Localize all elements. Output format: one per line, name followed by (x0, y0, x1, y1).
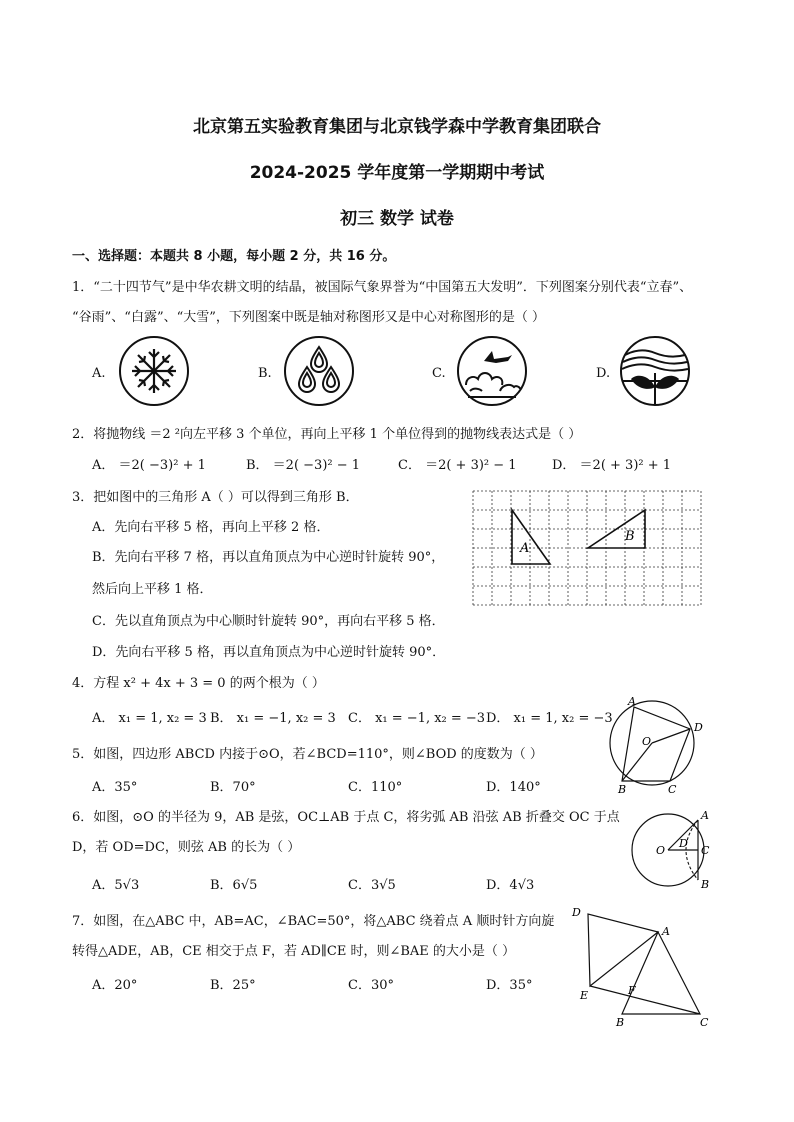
svg-text:O: O (642, 735, 652, 748)
snowflake-icon (118, 335, 190, 407)
q7-option-b: B．25° (210, 978, 256, 993)
sprout-waves-icon (619, 335, 691, 407)
exam-title-line2: 2024-2025 学年度第一学期期中考试 (249, 163, 545, 183)
svg-text:E: E (580, 989, 589, 1002)
q1-stem-line1: 1．“二十四节气”是中华农耕文明的结晶，被国际气象界誉为“中国第五大发明”．下列图案分别代表“立春”、 (72, 280, 693, 295)
q5-option-a: A．35° (92, 780, 138, 795)
q6-circle-figure (628, 808, 718, 892)
q6-option-a: A．5√3 (92, 878, 140, 893)
q4-option-b: B． x₁ = −1, x₂ = 3 (210, 711, 336, 726)
svg-text:A: A (662, 925, 670, 938)
q6-stem-line2: D，若 OD=DC，则弦 AB 的长为（ ） (72, 840, 301, 855)
q5-option-c: C．110° (348, 780, 403, 795)
svg-text:C: C (701, 844, 710, 857)
svg-text:D: D (572, 906, 581, 919)
svg-text:D: D (694, 721, 703, 734)
q6-option-b: B．6√5 (210, 878, 258, 893)
q1-option-b-label: B. (258, 366, 272, 381)
q2-option-c: C． ＝2( + 3)² − 1 (398, 458, 517, 473)
triangle-a (512, 510, 550, 564)
q3-stem: 3．把如图中的三角形 A（ ）可以得到三角形 B． (72, 490, 359, 505)
q5-circle-figure (604, 695, 714, 795)
q3-option-b-line2: 然后向上平移 1 格． (92, 582, 213, 597)
q1-option-c-label: C. (432, 366, 446, 381)
q7-stem-line2: 转得△ADE，AB，CE 相交于点 F，若 AD∥CE 时，则∠BAE 的大小是（ ） (72, 944, 516, 959)
q1-option-a-label: A. (92, 366, 106, 381)
q2-option-d: D． ＝2( + 3)² + 1 (552, 458, 672, 473)
q6-option-c: C．3√5 (348, 878, 396, 893)
q4-option-d: D． x₁ = 1, x₂ = −3 (486, 711, 613, 726)
q3-option-a: A．先向右平移 5 格，再向上平移 2 格． (92, 520, 330, 535)
q4-option-c: C． x₁ = −1, x₂ = −3 (348, 711, 486, 726)
svg-text:B: B (618, 783, 627, 796)
water-drops-icon (283, 335, 355, 407)
q3-grid-figure (472, 490, 716, 602)
q3-option-b-line1: B．先向右平移 7 格，再以直角顶点为中心逆时针旋转 90°， (92, 550, 445, 565)
q2-option-b: B． ＝2( −3)² − 1 (246, 458, 361, 473)
q5-option-b: B．70° (210, 780, 256, 795)
q4-option-a: A． x₁ = 1, x₂ = 3 (92, 711, 207, 726)
q7-option-a: A．20° (92, 978, 138, 993)
q2-option-a: A． ＝2( −3)² + 1 (92, 458, 206, 473)
q3-option-c: C．先以直角顶点为中心顺时针旋转 90°，再向右平移 5 格． (92, 614, 445, 629)
svg-text:F: F (628, 984, 636, 997)
q6-option-d: D．4√3 (486, 878, 535, 893)
q7-stem-line1: 7．如图，在△ABC 中，AB=AC，∠BAC=50°，将△ABC 绕着点 A 顺时针方向旋 (72, 914, 555, 929)
exam-title-line1: 北京第五实验教育集团与北京钱学森中学教育集团联合 (193, 117, 601, 137)
q4-stem: 4．方程 x² + 4x + 3 = 0 的两个根为（ ） (72, 676, 325, 691)
svg-text:C: C (700, 1016, 709, 1029)
q6-stem-line1: 6．如图，⊙O 的半径为 9，AB 是弦，OC⊥AB 于点 C，将劣弧 AB 沿弦 AB 折叠交 OC 于点 (72, 810, 620, 825)
q5-option-d: D．140° (486, 780, 541, 795)
q2-stem: 2．将抛物线 ＝2 ²向左平移 3 个单位，再向上平移 1 个单位得到的抛物线表达式是（ ） (72, 427, 582, 442)
section-heading: 一、选择题：本题共 8 小题，每小题 2 分，共 16 分。 (72, 249, 396, 264)
svg-text:A: A (701, 809, 709, 822)
q7-option-d: D．35° (486, 978, 533, 993)
bird-clouds-icon (456, 335, 528, 407)
svg-text:B: B (616, 1016, 625, 1029)
q1-option-d-label: D. (596, 366, 611, 381)
svg-text:C: C (668, 783, 677, 796)
svg-text:A: A (628, 695, 636, 708)
q1-stem-line2: “谷雨”、“白露”、“大雪”，下列图案中既是轴对称图形又是中心对称图形的是（ ） (72, 310, 546, 325)
svg-text:B: B (701, 878, 710, 891)
q7-option-c: C．30° (348, 978, 394, 993)
triangle-b-label: B (625, 529, 635, 544)
svg-text:D: D (679, 837, 688, 850)
triangle-a-label: A (520, 541, 530, 556)
q5-stem: 5．如图，四边形 ABCD 内接于⊙O，若∠BCD=110°，则∠BOD 的度数为（ ） (72, 747, 543, 762)
triangle-b (588, 510, 645, 548)
q7-triangle-figure (566, 902, 716, 1030)
q3-option-d: D．先向右平移 5 格，再以直角顶点为中心逆时针旋转 90°． (92, 645, 446, 660)
svg-text:O: O (656, 844, 666, 857)
exam-title-line3: 初三 数学 试卷 (340, 209, 454, 229)
